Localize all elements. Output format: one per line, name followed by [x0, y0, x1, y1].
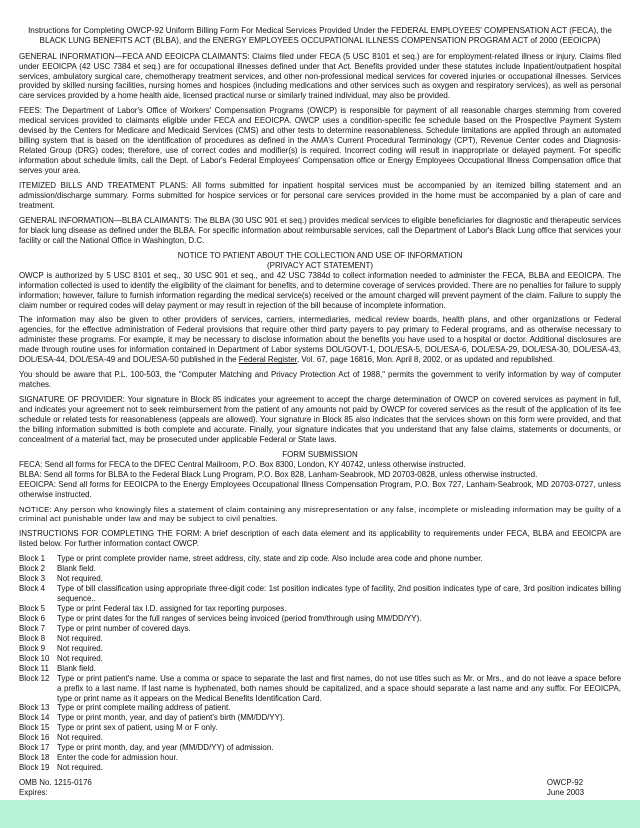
block-item	[19, 763, 621, 773]
block-description: Blank field.	[57, 564, 96, 574]
privacy-paragraph-1: OWCP is authorized by 5 USC 8101 et seq., 30 USC 901 et seq., and 42 USC 7384d to collect information needed to administer the FECA, BLBA and EEOICPA. The information collected is used to identify the eligibility of the claimant for benefits, and to determine coverage of services provided. There are no penalties for failure to supply information; however, failure to furnish information regarding the medical service(s) received or the amount charged will prevent payment of the claim. Failure to supply the claim number or required codes will delay payment or may result in rejection of the bill because of incomplete information.	[19, 270, 621, 310]
instructions-paragraph: INSTRUCTIONS FOR COMPLETING THE FORM: A brief description of each data element and its applicability to requirements under FECA, BLBA and EEOICPA are listed below. For further information contact OWCP.	[19, 529, 621, 549]
block-number: Block 11	[19, 663, 49, 673]
instruction-page	[19, 26, 621, 773]
block-item	[19, 634, 621, 644]
block-number: Block 4	[19, 584, 46, 594]
block-description: Type or print number of covered days.	[57, 623, 191, 633]
form-submission-heading: FORM SUBMISSION	[282, 449, 358, 459]
block-item	[19, 604, 621, 614]
block-item	[19, 703, 621, 713]
block-item	[19, 564, 621, 574]
block-number: Block 19	[19, 763, 50, 773]
block-number: Block 7	[19, 623, 46, 633]
block-description: Not required.	[57, 633, 103, 643]
privacy-subheading: (PRIVACY ACT STATEMENT)	[267, 260, 373, 270]
block-description: Type or print Federal tax I.D. assigned for tax reporting purposes.	[57, 603, 287, 613]
block-description: Not required.	[57, 574, 103, 584]
submission-feca: FECA: Send all forms for FECA to the DFEC Central Mailroom, P.O. Box 8300, London, KY 40742, unless otherwise instructed.	[19, 459, 466, 469]
block-number: Block 17	[19, 743, 50, 753]
signature-paragraph: SIGNATURE OF PROVIDER: Your signature in Block 85 indicates your agreement to accept the charge determination of OWCP on covered services as payment in full, and indicates your agreement not to seek reimbursement from the patient of any amounts not paid by OWCP for covered services as the result of the application of its fee schedule or related tests for reasonableness (appeals are allowed). Your signature in Block 85 also indicates that the services shown on this form were provided, and that the billing information submitted is both complete and accurate. Finally, your signature indicates that you understand that any false claims, statements or documents, or concealment of a material fact, may be prosecuted under applicable Federal or State laws.	[19, 395, 621, 444]
block-description: Not required.	[57, 763, 103, 773]
block-item	[19, 723, 621, 733]
privacy-text-post: , Vol. 67, page 16816, Mon. April 8, 2002, or as updated and republished.	[296, 355, 555, 365]
block-number: Block 15	[19, 723, 50, 733]
block-description: Type or print dates for the full ranges of services being invoiced (period from/through using MM/DD/YY).	[57, 613, 422, 623]
footer	[19, 778, 621, 798]
block-item	[19, 664, 621, 674]
document-title: Instructions for Completing OWCP-92 Uniform Billing Form For Medical Services Provided Under the FEDERAL EMPLOYEES' COMPENSATION ACT (FECA), the BLACK LUNG BENEFITS ACT (BLBA), and the ENERGY EMPLOYEES OCCUPATIONAL ILLNESS COMPENSATION PROGRAM ACT of 2000 (EEOICPA)	[28, 26, 612, 46]
form-id: OWCP-92	[546, 778, 584, 787]
footer-right	[547, 778, 621, 798]
block-item	[19, 554, 621, 564]
block-number: Block 18	[19, 753, 50, 763]
block-description: Type or print sex of patient, using M or F only.	[57, 723, 218, 733]
itemized-bills-paragraph: ITEMIZED BILLS AND TREATMENT PLANS: All forms submitted for inpatient hospital services must be accompanied by an itemized billing statement and an admission/discharge summary. Forms submitted for hospice services or for personal care services provided in the home must be accompanied by a plan of care and treatment.	[19, 181, 621, 210]
block-description: Not required.	[57, 643, 103, 653]
privacy-heading: NOTICE TO PATIENT ABOUT THE COLLECTION AND USE OF INFORMATION	[177, 250, 463, 260]
block-item	[19, 743, 621, 753]
expires-label: Expires:	[19, 787, 48, 797]
privacy-paragraph-2	[19, 315, 621, 365]
block-description: Not required.	[57, 733, 103, 743]
block-description: Type or print month, day, and year (MM/DD/YY) of admission.	[57, 743, 274, 753]
form-date: June 2003	[546, 787, 584, 797]
block-number: Block 12	[19, 673, 50, 683]
fees-paragraph: FEES: The Department of Labor's Office of Workers' Compensation Programs (OWCP) is responsible for payment of all reasonable charges stemming from covered medical services provided to claimants eligible under FECA and EEOICPA. OWCP uses a condition-specific fee schedule based on the Prospective Payment System devised by the Centers for Medicare and Medicaid Services (CMS) and other tests to determine reasonableness. Schedule limitations are applied through an automated billing system that is based on the identification of procedures as defined in the AMA's Current Procedural Terminology (CPT), Revenue Center codes and Diagnosis-Related Group (DRG) codes; therefore, use of correct codes and modifier(s) is required. Incorrect coding will result in inappropriate or delayed payment. For specific information about schedule limits, call the Dept. of Labor's Federal Employees' Compensation office or Energy Employees Occupational Illness Compensation office that serves your area.	[19, 106, 621, 176]
block-item	[19, 614, 621, 624]
block-number: Block 3	[19, 574, 46, 584]
block-item	[19, 624, 621, 634]
block-description: Enter the code for admission hour.	[57, 753, 178, 763]
block-item	[19, 733, 621, 743]
federal-register-reference: Federal Register	[238, 355, 297, 365]
block-item	[19, 584, 621, 604]
block-number: Block 9	[19, 643, 46, 653]
block-description: Not required.	[57, 653, 103, 663]
fraud-notice: NOTICE: Any person who knowingly files a statement of claim containing any misrepresentation or any false, incomplete or misleading information may be guilty of a criminal act punishable under law and may be subject to civil penalties.	[19, 504, 621, 524]
block-item	[19, 713, 621, 723]
submission-eeoicpa: EEOICPA: Send all forms for EEOICPA to the Energy Employees Occupational Illness Compensation Program, P.O. Box 727, Lanham-Seabrook, MD 20703-0727, unless otherwise instructed.	[19, 479, 621, 499]
block-description: Type or print month, year, and day of patient's birth (MM/DD/YY).	[57, 713, 285, 723]
block-number: Block 16	[19, 733, 50, 743]
submission-blba: BLBA: Send all forms for BLBA to the Federal Black Lung Program, P.O. Box 828, Lanham-Seabrook, MD 20703-0828, unless otherwise instructed.	[19, 469, 538, 479]
bottom-band	[0, 800, 640, 828]
block-number: Block 14	[19, 713, 50, 723]
block-description: Type or print patient's name. Use a comma or space to separate the last and first names, do not use titles such as Mr. or Mrs., and do not leave a space before a prefix to a last name. If last name is hyphenated, both names should be capitalized, and a space should separate a last name and any suffix. For EEOICPA, type or print name as it appears on the Medical Benefits Identification Card.	[57, 673, 621, 703]
block-description: Type or print complete provider name, street address, city, state and zip code. Also include area code and phone number.	[57, 554, 483, 564]
block-number: Block 5	[19, 603, 46, 613]
block-number: Block 10	[19, 653, 50, 663]
block-number: Block 8	[19, 633, 46, 643]
footer-left	[19, 778, 92, 798]
block-number: Block 2	[19, 564, 46, 574]
block-item	[19, 644, 621, 654]
privacy-paragraph-3: You should be aware that P.L. 100-503, the "Computer Matching and Privacy Protection Act of 1988," permits the government to verify information by way of computer matches.	[19, 370, 621, 390]
privacy-text-pre: The information may also be given to other providers of services, carriers, intermediaries, medical review boards, health plans, and other organizations or Federal agencies, for the effective administration of Federal provisions that require other third party payers to pay primary to Federal programs, and as otherwise necessary to administer these programs. For example, it may be necessary to disclose information about the benefits you have used to a hospital or doctor. Additional disclosures are made through routine uses for information contained in Department of Labor systems DOL/GOVT-1, DOL/ESA-5, DOL/ESA-6, DOL/ESA-29, DOL/ESA-30, DOL/ESA-43, DOL/ESA-44, DOL/ESA-49 and DOL/ESA-50 published in the	[19, 315, 621, 365]
block-list	[19, 554, 621, 773]
general-info-feca: GENERAL INFORMATION—FECA AND EEOICPA CLAIMANTS: Claims filed under FECA (5 USC 8101 et seq.) are for employment-related illness or injury. Claims filed under EEOICPA (42 USC 7384 et seq.) are for occupational illnesses defined under that Act. Benefits provided under these statutes include Inpatient/outpatient hospital services, ambulatory surgical care, chemotherapy treatment services, and other non-professional medical services for covered injuries or occupational illnesses. Services provided by skilled nursing facilities, nursing homes and hospices (including medications and other services such as oxygen and respiratory services), as well as personal care services provided by a home health aide, licensed practical nurse or similarly trained individual, may also be provided.	[19, 51, 621, 101]
block-number: Block 6	[19, 613, 46, 623]
block-item	[19, 574, 621, 584]
omb-number: OMB No. 1215-0176	[19, 778, 92, 787]
block-item	[19, 654, 621, 664]
block-number: Block 1	[19, 554, 46, 564]
block-item	[19, 674, 621, 704]
block-description: Type or print complete mailing address of patient.	[57, 703, 231, 713]
block-item	[19, 753, 621, 763]
general-info-blba: GENERAL INFORMATION—BLBA CLAIMANTS: The BLBA (30 USC 901 et seq.) provides medical services to eligible beneficiaries for diagnostic and therapeutic services for black lung disease as defined under the BLBA. For specific information about reimbursable services, call the Department of Labor's Black Lung office that services your facility or call the National Office in Washington, D.C.	[19, 215, 621, 245]
block-number: Block 13	[19, 703, 50, 713]
block-description: Blank field.	[57, 663, 96, 673]
block-description: Type of bill classification using appropriate three-digit code: 1st position indicates type of facility, 2nd position indicates type of care, 3rd position indicates billing sequence..	[57, 584, 621, 603]
